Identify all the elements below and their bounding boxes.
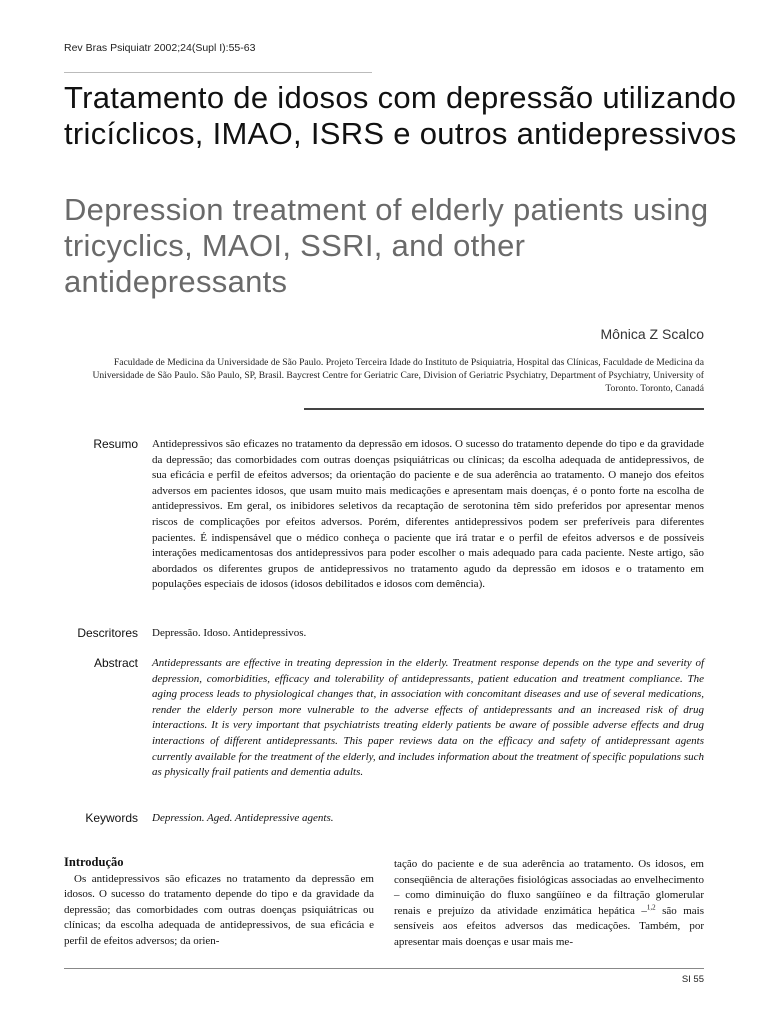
header-divider — [64, 72, 372, 73]
affiliation-divider — [304, 408, 704, 410]
citation-superscript: 1,2 — [646, 903, 656, 912]
intro-left-column — [64, 855, 374, 950]
title-portuguese: Tratamento de idosos com depressão utilizando tricíclicos, IMAO, ISRS e outros antidepressivos — [64, 80, 737, 151]
descritores-label: Descritores — [77, 626, 138, 640]
descritores-text: Depressão. Idoso. Antidepressivos. — [152, 627, 307, 639]
descritores-section — [40, 626, 704, 642]
resumo-text: Antidepressivos são eficazes no tratamento da depressão em idosos. O sucesso do tratamento depende do tipo e da gravidade da depressão; das comorbidades com outras doenças psiquiátricas ou clínicas; da escolha adequada de antidepressivos, de sua eficácia e perfil de efeitos adversos; da orientação do paciente e de sua aderência ao tratamento. O manejo dos efeitos adversos em pacientes idosos, que usam muito mais medicações e apresentam mais doenças, é o ponto forte na escolha de antidepressivos. Em geral, os inibidores seletivos da recaptação de serotonina têm sido preferidos por apresentar menos riscos de complicações por efeitos adversos. Porém, diferentes antidepressivos podem ser preferíveis para diferentes pacientes. É indispensável que o médico conheça o paciente que irá tratar e o perfil de efeitos adversos e de possíveis interações medicamentosas dos antidepressivos para poder escolher o mais adequado para cada paciente. Neste artigo, são abordados os diferentes grupos de antidepressivos no tratamento agudo da depressão em idosos e o tratamento em populações especiais de idosos (idosos debilitados e idosos com demência). — [152, 438, 704, 591]
title-english: Depression treatment of elderly patients using tricyclics, MAOI, SSRI, and other antidepressants — [64, 192, 709, 299]
resumo-section — [40, 437, 704, 593]
intro-right-text-a: tação do paciente e de sua aderência ao tratamento. Os idosos, em conseqüência de alterações fisiológicas associadas ao envelhecimento – como diminuição do fluxo sangüíneo e da filtração glomerular renais e prejuízo da atividade enzimática hepática – — [394, 858, 704, 917]
keywords-text: Depression. Aged. Antidepressive agents. — [152, 812, 334, 824]
journal-reference: Rev Bras Psiquiatr 2002;24(Supl I):55-63 — [64, 42, 256, 54]
author-name: Mônica Z Scalco — [600, 326, 704, 342]
page-number: SI 55 — [681, 974, 704, 985]
abstract-section — [40, 656, 704, 781]
keywords-label: Keywords — [85, 811, 138, 825]
author-affiliation: Faculdade de Medicina da Universidade de São Paulo. Projeto Terceira Idade do Instituto de Psiquiatria, Hospital das Clínicas, Faculdade de Medicina da Universidade de São Paulo. São Paulo, SP, Brasil. Baycrest Centre for Geriatric Care, Division of Geriatric Psychiatry, Department of Psychiatry, University of Toronto. Toronto, Canadá — [92, 357, 704, 394]
abstract-text: Antidepressants are effective in treating depression in the elderly. Treatment response depends on the type and severity of depression, comorbidities, efficacy and tolerability of antidepressants, patient education and treatment compliance. The aging process leads to physiological changes that, in association with concomitant diseases and use of several medications, render the elderly person more vulnerable to the adverse effects of antidepressants and an increased risk of drug interactions. It is very important that psychiatrists treating elderly patients be aware of possible adverse effects and drug interactions of different antidepressants. This paper reviews data on the efficacy and safety of antidepressant agents currently available for the treatment of the elderly, and includes information about the treatment of specific populations such as physically frail patients and dementia adults. — [152, 657, 704, 779]
intro-right-text-b: são mais sensíveis aos efeitos adversos das medicações. Também, por apresentar mais doenças e usar mais me- — [394, 904, 704, 948]
intro-left-text: Os antidepressivos são eficazes no tratamento da depressão em idosos. O sucesso do tratamento depende do tipo e da gravidade da depressão; das comorbidades com outras doenças psiquiátricas ou clínicas; da escolha adequada de antidepressivos, de sua eficácia e perfil de efeitos adversos; da orien- — [64, 872, 374, 947]
keywords-section — [40, 811, 704, 827]
intro-right-column — [394, 857, 704, 951]
resumo-label: Resumo — [93, 437, 138, 451]
intro-heading: Introdução — [64, 855, 124, 869]
abstract-label: Abstract — [93, 656, 138, 670]
footer-divider — [64, 968, 704, 969]
